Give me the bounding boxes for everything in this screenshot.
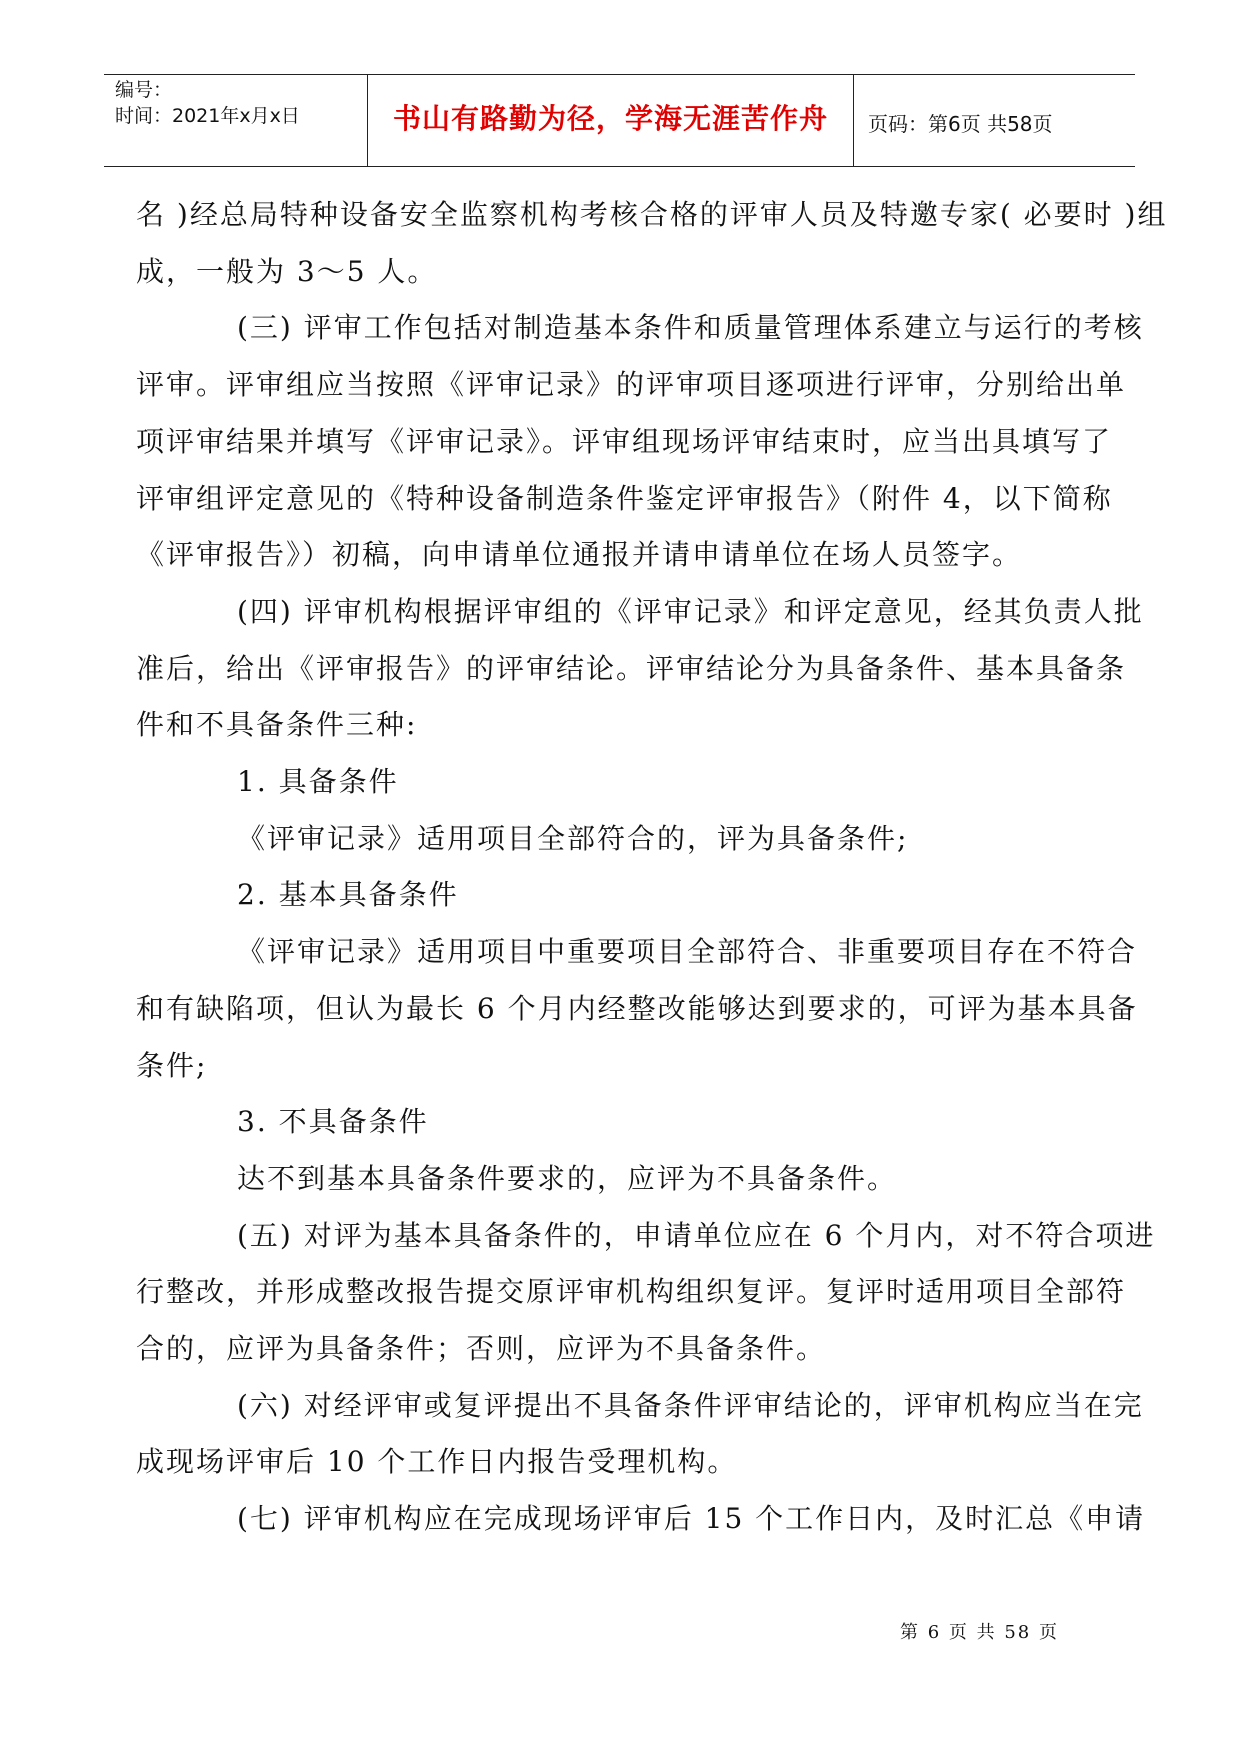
- body-line: 和有缺陷项，但认为最长 6 个月内经整改能够达到要求的，可评为基本具备: [136, 991, 1138, 1025]
- body-line: 《评审记录》适用项目全部符合的，评为具备条件;: [237, 821, 909, 855]
- header-divider-left: [367, 74, 368, 166]
- body-line: 达不到基本具备条件要求的，应评为不具备条件。: [237, 1161, 898, 1195]
- serial-label: 编号：: [115, 79, 173, 101]
- body-line: (七) 评审机构应在完成现场评审后 15 个工作日内，及时汇总《申请: [237, 1502, 1146, 1536]
- body-line: 项评审结果并填写《评审记录》。评审组现场评审结束时，应当出具填写了: [136, 424, 1113, 458]
- header-motto: 书山有路勤为径，学海无涯苦作舟: [392, 102, 828, 135]
- footer-page-number: 第 6 页 共 58 页: [900, 1622, 1059, 1643]
- body-line: (六) 对经评审或复评提出不具备条件评审结论的，评审机构应当在完: [237, 1388, 1144, 1422]
- body-line: 评审。评审组应当按照《评审记录》的评审项目逐项进行评审，分别给出单: [136, 368, 1127, 402]
- body-line: (五) 对评为基本具备条件的，申请单位应在 6 个月内，对不符合项进: [237, 1218, 1156, 1252]
- body-line: 1. 具备条件: [237, 765, 399, 799]
- header-page-info: 页码：第6页 共58页: [868, 112, 1053, 136]
- body-line: 名 )经总局特种设备安全监察机构考核合格的评审人员及特邀专家( 必要时 )组: [136, 198, 1168, 231]
- body-line: 成，一般为 3～5 人。: [136, 254, 438, 288]
- body-line: 件和不具备条件三种:: [136, 708, 418, 742]
- date-label: 时间：2021年x月x日: [115, 105, 300, 127]
- body-line: 2. 基本具备条件: [237, 878, 459, 912]
- header-bottom-rule: [104, 166, 1135, 167]
- header-divider-right: [853, 74, 854, 166]
- body-line: (三) 评审工作包括对制造基本条件和质量管理体系建立与运行的考核: [237, 311, 1144, 345]
- body-line: 准后，给出《评审报告》的评审结论。评审结论分为具备条件、基本具备条: [136, 651, 1127, 685]
- header-meta: [115, 74, 363, 129]
- body-line: 3. 不具备条件: [237, 1105, 429, 1139]
- body-line: 《评审报告》）初稿，向申请单位通报并请申请单位在场人员签字。: [136, 538, 1023, 572]
- body-line: 条件;: [136, 1048, 208, 1082]
- body-line: 《评审记录》适用项目中重要项目全部符合、非重要项目存在不符合: [237, 935, 1138, 969]
- body-line: 合的，应评为具备条件；否则，应评为不具备条件。: [136, 1332, 827, 1366]
- body-line: 成现场评审后 10 个工作日内报告受理机构。: [136, 1445, 738, 1479]
- body-line: (四) 评审机构根据评审组的《评审记录》和评定意见，经其负责人批: [237, 594, 1144, 628]
- body-line: 行整改，并形成整改报告提交原评审机构组织复评。复评时适用项目全部符: [136, 1275, 1127, 1309]
- document-body: [136, 187, 1168, 1548]
- body-line: 评审组评定意见的《特种设备制造条件鉴定评审报告》（附件 4，以下简称: [136, 481, 1113, 515]
